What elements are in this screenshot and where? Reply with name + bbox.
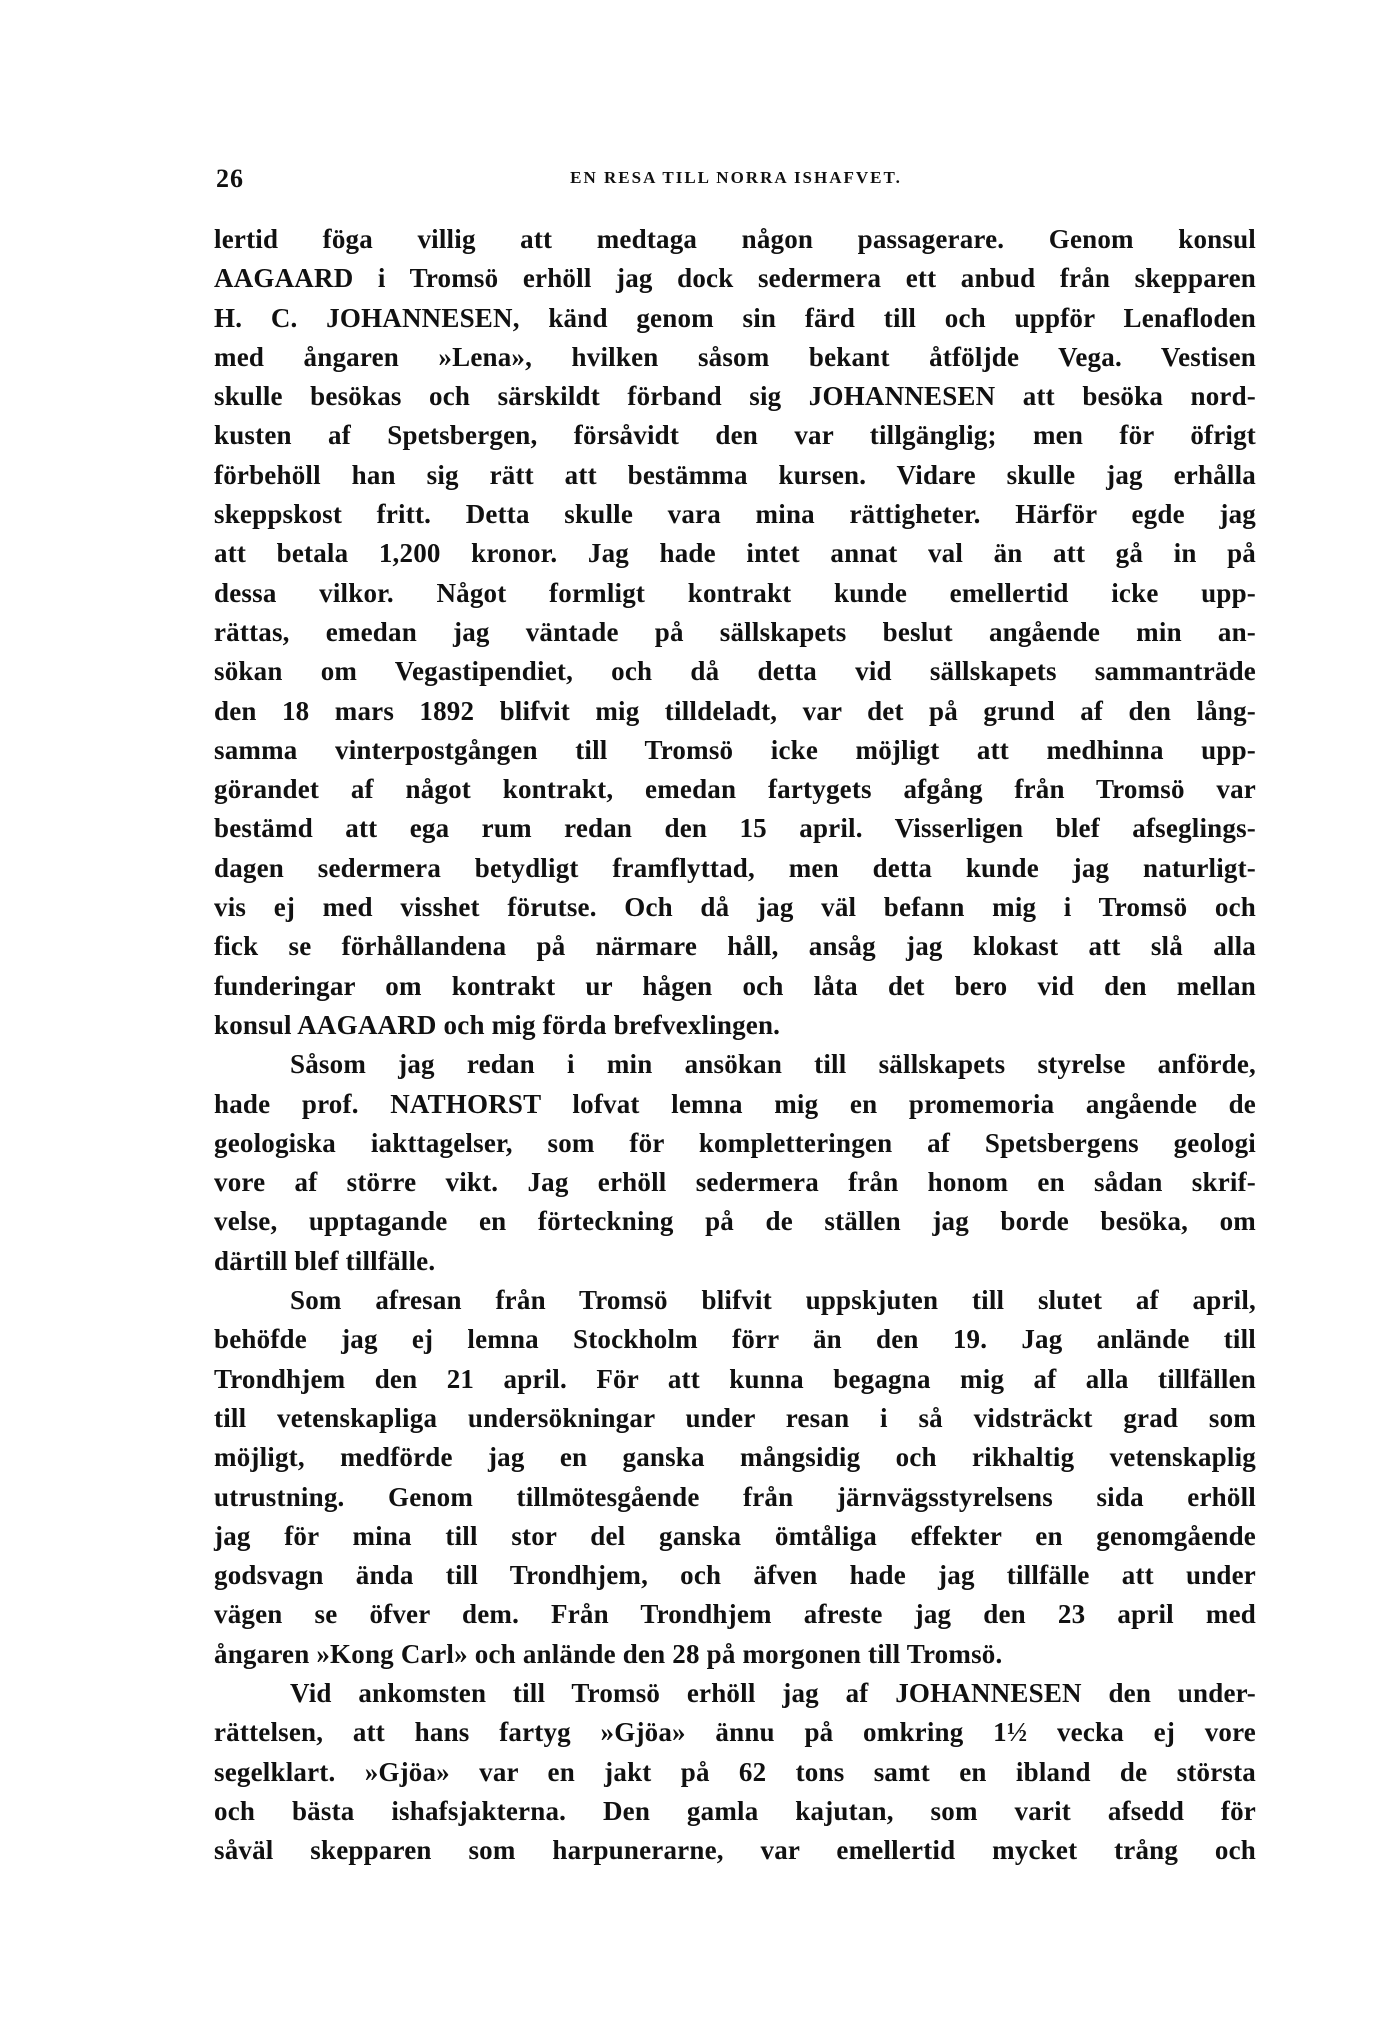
running-head <box>216 164 1256 204</box>
text-line: ångaren »Kong Carl» och anlände den 28 på morgonen till Tromsö. <box>214 1638 1003 1669</box>
text-line: samma vinterpostgången till Tromsö icke möjligt att medhinna upp- <box>214 734 1256 765</box>
text-line: behöfde jag ej lemna Stockholm förr än den 19. Jag anlände till <box>214 1324 1256 1355</box>
text-line: den 18 mars 1892 blifvit mig tilldeladt, var det på grund af den lång- <box>214 695 1256 726</box>
text-line: kusten af Spetsbergen, försåvidt den var tillgänglig; men för öfrigt <box>214 420 1256 451</box>
text-line: och bästa ishafsjakterna. Den gamla kajutan, som varit afsedd för <box>214 1795 1256 1826</box>
text-line: sökan om Vegastipendiet, och då detta vid sällskapets sammanträde <box>214 656 1256 687</box>
text-line: fick se förhållandena på närmare håll, ansåg jag klokast att slå alla <box>214 931 1256 962</box>
text-line: att betala 1,200 kronor. Jag hade intet annat val än att gå in på <box>214 538 1256 569</box>
text-line: lertid föga villig att medtaga någon passagerare. Genom konsul <box>214 224 1256 254</box>
text-line: godsvagn ända till Trondhjem, och äfven hade jag tillfälle att under <box>214 1560 1256 1591</box>
text-line: förbehöll han sig rätt att bestämma kursen. Vidare skulle jag erhålla <box>214 459 1256 490</box>
text-line: Trondhjem den 21 april. För att kunna begagna mig af alla tillfällen <box>214 1363 1256 1394</box>
text-line: med ångaren »Lena», hvilken såsom bekant åtföljde Vega. Vestisen <box>214 341 1256 372</box>
running-title: EN RESA TILL NORRA ISHAFVET. <box>570 168 902 187</box>
body-text <box>214 220 1256 1870</box>
text-line: dagen sedermera betydligt framflyttad, men detta kunde jag naturligt- <box>214 852 1256 883</box>
text-line: bestämd att ega rum redan den 15 april. Visserligen blef afseglings- <box>214 813 1256 844</box>
text-line: skeppskost fritt. Detta skulle vara mina rättigheter. Härför egde jag <box>214 499 1256 530</box>
text-line: H. C. JOHANNESEN, känd genom sin färd till och uppför Lenafloden <box>214 302 1256 333</box>
text-line: segelklart. »Gjöa» var en jakt på 62 tons samt en ibland de största <box>214 1756 1256 1787</box>
text-line: jag för mina till stor del ganska ömtåliga effekter en genomgående <box>214 1520 1256 1551</box>
page-number: 26 <box>216 164 244 193</box>
text-line: rättelsen, att hans fartyg »Gjöa» ännu på omkring 1½ vecka ej vore <box>214 1717 1256 1748</box>
text-line: skulle besökas och särskildt förband sig JOHANNESEN att besöka nord- <box>214 381 1256 412</box>
text-line: Vid ankomsten till Tromsö erhöll jag af JOHANNESEN den under- <box>290 1677 1256 1708</box>
text-line: velse, upptagande en förteckning på de ställen jag borde besöka, om <box>214 1206 1256 1237</box>
text-line: dessa vilkor. Något formligt kontrakt kunde emellertid icke upp- <box>214 577 1256 608</box>
text-line: görandet af något kontrakt, emedan fartygets afgång från Tromsö var <box>214 774 1256 805</box>
text-line: såväl skepparen som harpunerarne, var emellertid mycket trång och <box>214 1835 1256 1866</box>
text-line: utrustning. Genom tillmötesgående från järnvägsstyrelsens sida erhöll <box>214 1481 1256 1512</box>
text-line: rättas, emedan jag väntade på sällskapets beslut angående min an- <box>214 616 1256 647</box>
text-line: till vetenskapliga undersökningar under resan i så vidsträckt grad som <box>214 1402 1256 1433</box>
text-line: Som afresan från Tromsö blifvit uppskjuten till slutet af april, <box>290 1285 1256 1316</box>
text-line: konsul AAGAARD och mig förda brefvexlingen. <box>214 1009 781 1040</box>
text-line: vore af större vikt. Jag erhöll sedermera från honom en sådan skrif- <box>214 1167 1256 1198</box>
text-line: AAGAARD i Tromsö erhöll jag dock sedermera ett anbud från skepparen <box>214 263 1256 294</box>
text-line: möjligt, medförde jag en ganska mångsidig och rikhaltig vetenskaplig <box>214 1442 1256 1473</box>
text-line: hade prof. NATHORST lofvat lemna mig en promemoria angående de <box>214 1088 1256 1119</box>
text-line: geologiska iakttagelser, som för kompletteringen af Spetsbergens geologi <box>214 1127 1256 1158</box>
text-line: Såsom jag redan i min ansökan till sällskapets styrelse anförde, <box>290 1049 1256 1080</box>
text-line: därtill blef tillfälle. <box>214 1245 436 1276</box>
text-line: funderingar om kontrakt ur hågen och låta det bero vid den mellan <box>214 970 1256 1001</box>
text-line: vis ej med visshet förutse. Och då jag väl befann mig i Tromsö och <box>214 892 1256 923</box>
text-line: vägen se öfver dem. Från Trondhjem afreste jag den 23 april med <box>214 1599 1256 1630</box>
